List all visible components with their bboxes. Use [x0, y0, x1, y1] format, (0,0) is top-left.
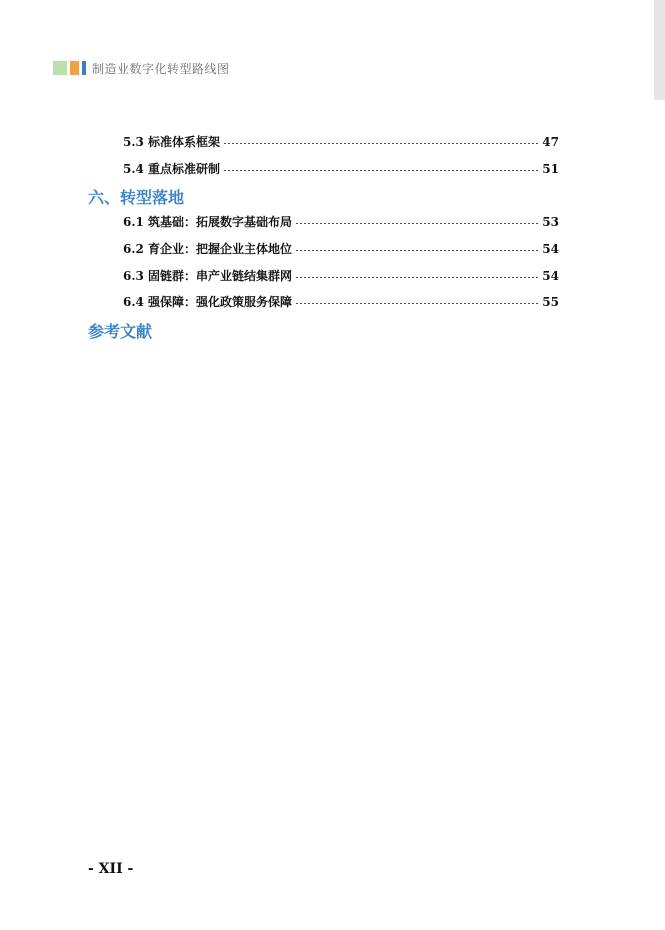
toc-entry-5-3[interactable]	[123, 133, 559, 149]
toc-entry-page: 51	[542, 162, 559, 176]
toc-entry-6-3[interactable]	[123, 267, 559, 283]
toc-entry-page: 53	[542, 215, 559, 229]
toc-entry-page: 55	[542, 295, 559, 309]
toc-entry-title: 5.4 重点标准研制	[123, 162, 221, 176]
toc-chapter-6[interactable]: 六、转型落地	[88, 188, 185, 207]
toc-entry-6-4[interactable]	[123, 293, 559, 309]
dot-leader	[295, 250, 539, 251]
toc-entry-page: 47	[542, 135, 559, 149]
dot-leader	[223, 170, 539, 171]
page-number: - XII -	[88, 861, 134, 877]
blue-bar-icon	[82, 61, 86, 75]
running-header	[53, 60, 230, 76]
toc-entry-5-4[interactable]	[123, 160, 559, 176]
dot-leader	[295, 223, 539, 224]
toc-entry-title: 6.4 强保障：强化政策服务保障	[123, 295, 293, 309]
toc-entry-title: 6.1 筑基础：拓展数字基础布局	[123, 215, 293, 229]
page-edge-tab	[654, 0, 665, 100]
dot-leader	[295, 303, 539, 304]
toc-entry-title: 5.3 标准体系框架	[123, 135, 221, 149]
toc-entry-title: 6.2 育企业：把握企业主体地位	[123, 242, 293, 256]
dot-leader	[223, 143, 539, 144]
header-title: 制造业数字化转型路线图	[92, 61, 230, 76]
orange-square-icon	[70, 61, 79, 75]
toc-entry-6-1[interactable]	[123, 213, 559, 229]
toc-entry-6-2[interactable]	[123, 240, 559, 256]
toc-references[interactable]: 参考文献	[88, 322, 153, 341]
toc-entry-title: 6.3 固链群：串产业链结集群网	[123, 269, 293, 283]
dot-leader	[295, 277, 539, 278]
toc-entry-page: 54	[542, 269, 559, 283]
green-square-icon	[53, 61, 67, 75]
toc-entry-page: 54	[542, 242, 559, 256]
